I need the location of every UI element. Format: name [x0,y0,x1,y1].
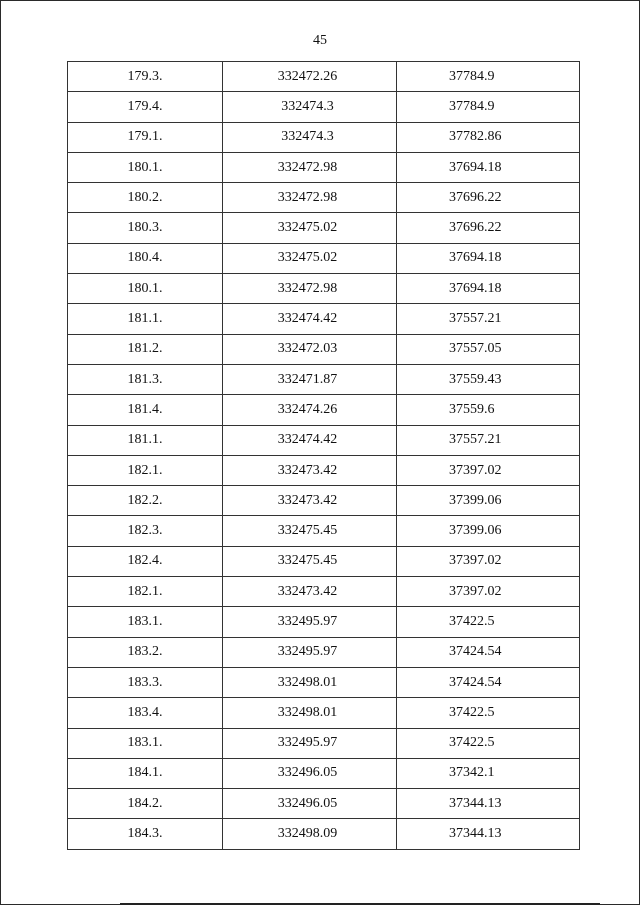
y-coordinate-cell: 37782.86 [397,122,580,152]
coordinates-table-body [68,62,580,850]
point-number-cell: 184.2. [68,789,223,819]
table-row [68,637,580,667]
point-number-cell: 181.1. [68,425,223,455]
point-number-cell: 183.1. [68,607,223,637]
x-coordinate-cell: 332474.42 [223,425,397,455]
x-coordinate-cell: 332473.42 [223,577,397,607]
y-coordinate-cell: 37344.13 [397,789,580,819]
point-number-cell: 179.3. [68,62,223,92]
y-coordinate-cell: 37422.5 [397,698,580,728]
x-coordinate-cell: 332474.3 [223,92,397,122]
table-row [68,183,580,213]
y-coordinate-cell: 37397.02 [397,546,580,576]
y-coordinate-cell: 37557.21 [397,304,580,334]
y-coordinate-cell: 37399.06 [397,516,580,546]
point-number-cell: 180.1. [68,274,223,304]
point-number-cell: 181.3. [68,364,223,394]
y-coordinate-cell: 37399.06 [397,486,580,516]
y-coordinate-cell: 37694.18 [397,152,580,182]
table-row [68,62,580,92]
x-coordinate-cell: 332473.42 [223,486,397,516]
y-coordinate-cell: 37694.18 [397,274,580,304]
page-number: 45 [313,33,327,48]
y-coordinate-cell: 37422.5 [397,728,580,758]
x-coordinate-cell: 332496.05 [223,789,397,819]
table-row [68,364,580,394]
table-row [68,425,580,455]
y-coordinate-cell: 37696.22 [397,183,580,213]
table-row [68,395,580,425]
table-row [68,213,580,243]
point-number-cell: 183.3. [68,667,223,697]
point-number-cell: 181.4. [68,395,223,425]
coordinates-table [67,61,580,850]
point-number-cell: 180.4. [68,243,223,273]
table-row [68,334,580,364]
x-coordinate-cell: 332474.3 [223,122,397,152]
point-number-cell: 183.1. [68,728,223,758]
table-row [68,728,580,758]
y-coordinate-cell: 37784.9 [397,62,580,92]
point-number-cell: 179.4. [68,92,223,122]
x-coordinate-cell: 332498.01 [223,698,397,728]
point-number-cell: 184.1. [68,758,223,788]
table-row [68,546,580,576]
x-coordinate-cell: 332495.97 [223,637,397,667]
table-row [68,304,580,334]
table-row [68,667,580,697]
table-row [68,243,580,273]
x-coordinate-cell: 332474.26 [223,395,397,425]
y-coordinate-cell: 37696.22 [397,213,580,243]
x-coordinate-cell: 332495.97 [223,607,397,637]
y-coordinate-cell: 37424.54 [397,637,580,667]
y-coordinate-cell: 37344.13 [397,819,580,849]
point-number-cell: 182.1. [68,577,223,607]
x-coordinate-cell: 332472.03 [223,334,397,364]
point-number-cell: 183.4. [68,698,223,728]
table-row [68,789,580,819]
point-number-cell: 182.2. [68,486,223,516]
y-coordinate-cell: 37397.02 [397,455,580,485]
x-coordinate-cell: 332496.05 [223,758,397,788]
x-coordinate-cell: 332475.45 [223,516,397,546]
table-row [68,516,580,546]
x-coordinate-cell: 332475.02 [223,213,397,243]
point-number-cell: 180.2. [68,183,223,213]
table-row [68,122,580,152]
table-row [68,819,580,849]
point-number-cell: 180.3. [68,213,223,243]
point-number-cell: 181.1. [68,304,223,334]
y-coordinate-cell: 37784.9 [397,92,580,122]
point-number-cell: 179.1. [68,122,223,152]
point-number-cell: 183.2. [68,637,223,667]
x-coordinate-cell: 332495.97 [223,728,397,758]
table-row [68,274,580,304]
y-coordinate-cell: 37397.02 [397,577,580,607]
point-number-cell: 182.4. [68,546,223,576]
point-number-cell: 180.1. [68,152,223,182]
x-coordinate-cell: 332473.42 [223,455,397,485]
y-coordinate-cell: 37559.43 [397,364,580,394]
y-coordinate-cell: 37342.1 [397,758,580,788]
x-coordinate-cell: 332498.09 [223,819,397,849]
y-coordinate-cell: 37559.6 [397,395,580,425]
x-coordinate-cell: 332475.02 [223,243,397,273]
point-number-cell: 181.2. [68,334,223,364]
x-coordinate-cell: 332472.98 [223,152,397,182]
x-coordinate-cell: 332472.98 [223,183,397,213]
x-coordinate-cell: 332498.01 [223,667,397,697]
point-number-cell: 182.3. [68,516,223,546]
x-coordinate-cell: 332471.87 [223,364,397,394]
y-coordinate-cell: 37422.5 [397,607,580,637]
table-row [68,698,580,728]
table-row [68,607,580,637]
x-coordinate-cell: 332474.42 [223,304,397,334]
x-coordinate-cell: 332472.26 [223,62,397,92]
x-coordinate-cell: 332472.98 [223,274,397,304]
y-coordinate-cell: 37557.05 [397,334,580,364]
table-row [68,486,580,516]
y-coordinate-cell: 37557.21 [397,425,580,455]
table-row [68,152,580,182]
table-row [68,758,580,788]
point-number-cell: 184.3. [68,819,223,849]
y-coordinate-cell: 37694.18 [397,243,580,273]
x-coordinate-cell: 332475.45 [223,546,397,576]
table-row [68,577,580,607]
y-coordinate-cell: 37424.54 [397,667,580,697]
table-row [68,455,580,485]
point-number-cell: 182.1. [68,455,223,485]
table-row [68,92,580,122]
